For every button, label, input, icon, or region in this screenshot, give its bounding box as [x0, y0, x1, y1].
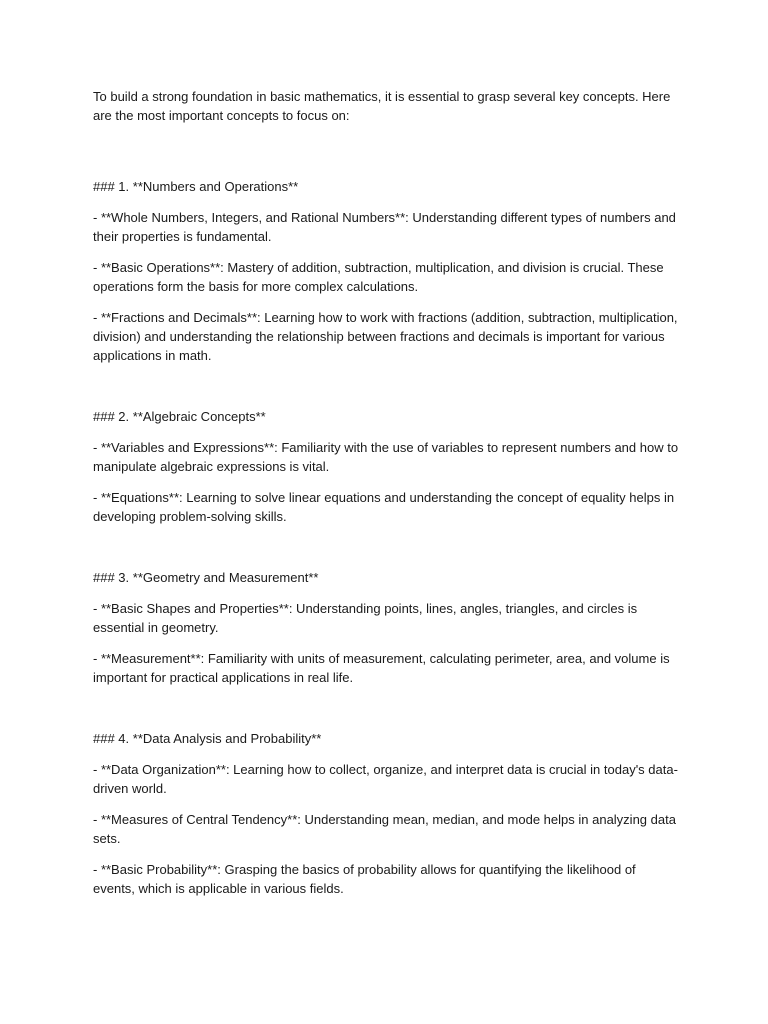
list-item: - **Measurement**: Familiarity with units of measurement, calculating perimeter, area, and volume is important for practical applications in real life. [93, 651, 674, 685]
list-item: - **Equations**: Learning to solve linear equations and understanding the concept of equality helps in developing problem-solving skills. [93, 490, 678, 524]
section-numbers-and-operations [93, 177, 682, 365]
intro-paragraph: To build a strong foundation in basic mathematics, it is essential to grasp several key concepts. Here are the most important concepts to focus on: [93, 89, 674, 123]
section-heading: ### 3. **Geometry and Measurement** [93, 570, 319, 585]
list-item: - **Data Organization**: Learning how to collect, organize, and interpret data is crucial in today's data-driven world. [93, 762, 678, 796]
document-body [93, 87, 682, 910]
section-heading: ### 1. **Numbers and Operations** [93, 179, 299, 194]
list-item: - **Whole Numbers, Integers, and Rational Numbers**: Understanding different types of numbers and their properties is fundamental. [93, 210, 680, 244]
list-item: - **Measures of Central Tendency**: Understanding mean, median, and mode helps in analyzing data sets. [93, 812, 680, 846]
section-geometry-and-measurement [93, 568, 679, 687]
list-item: - **Basic Probability**: Grasping the basics of probability allows for quantifying the likelihood of events, which is applicable in various fields. [93, 862, 640, 896]
section-heading: ### 2. **Algebraic Concepts** [93, 409, 266, 424]
section-algebraic-concepts [93, 407, 682, 526]
list-item: - **Fractions and Decimals**: Learning how to work with fractions (addition, subtraction, multiplication, division) and understanding the relationship between fractions and decimals is important for various applications in math. [93, 310, 682, 363]
section-data-analysis-and-probability [93, 729, 679, 898]
list-item: - **Basic Shapes and Properties**: Understanding points, lines, angles, triangles, and circles is essential in geometry. [93, 601, 641, 635]
list-item: - **Basic Operations**: Mastery of addition, subtraction, multiplication, and division is crucial. These operations form the basis for more complex calculations. [93, 260, 668, 294]
list-item: - **Variables and Expressions**: Familiarity with the use of variables to represent numbers and how to manipulate algebraic expressions is vital. [93, 440, 682, 474]
section-heading: ### 4. **Data Analysis and Probability** [93, 731, 322, 746]
